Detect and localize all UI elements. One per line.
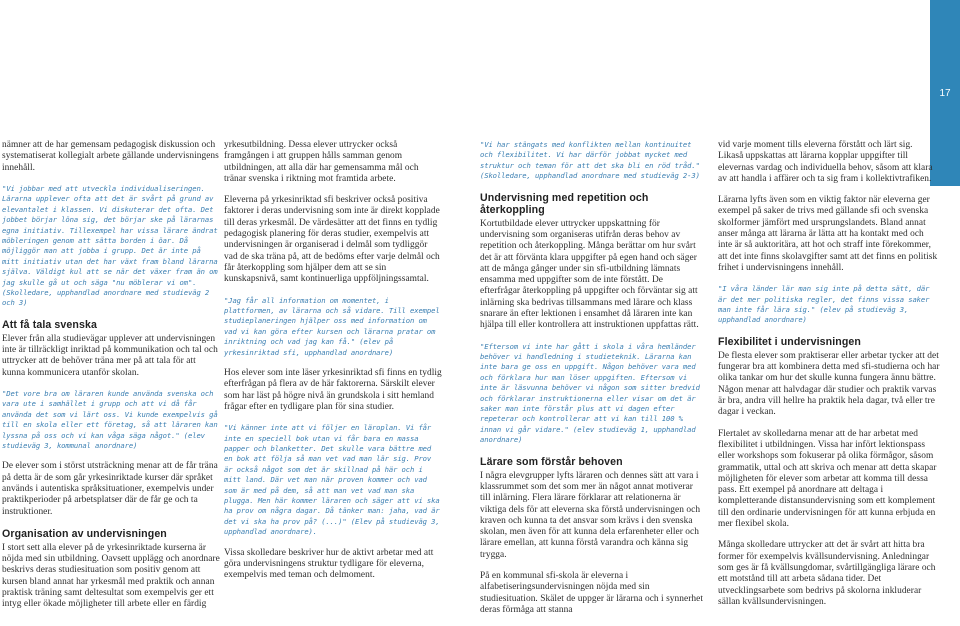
paragraph: vid varje moment tills eleverna förstått och lärt sig. Likaså uppskattas att lärarna kopplar uppgifter till elevernas vardag och individuella behov, såsom att klara av att handla i affärer och ta sig fram i kollektivtrafiken. bbox=[718, 140, 933, 184]
paragraph: Kortutbildade elever uttrycker uppskattning för undervisning som organiseras utifrån deras behov av repetition och återkoppling. Många berättar om hur svårt det är att förvänta klara uppgifter på egen hand och säger att de många gånger under sin sfi-utbildning lämnats ensamma med uppgifter som de inte förstått. De efterfrågar återkoppling på uppgifter och förväntar sig att inlärning ska bedrivas tillsammans med lärare och klass snarare än efter lektionen i ensamhet då läraren inte kan hjälpa till eller kontrollera att instruktionen uppfattas rätt. bbox=[480, 218, 699, 331]
column-4 bbox=[718, 140, 940, 618]
quote: "Det vore bra om läraren kunde använda svenska och vara ute i samhället i grupp och att vi då får använda det som vi lärt oss. Vi kunde exempelvis gå till en skola eller ett företag, så att läraren kan lyssna på oss och vi kan våga säga något." (elev studieväg 3, kommunal anordnare) bbox=[2, 388, 218, 450]
paragraph: Flertalet av skolledarna menar att de har arbetat med flexibilitet i utbildningen. Vissa har infört lektionspass eller workshops som fokuserar på olika förmågor, såsom grammatik, uttal och att skriva och menar att detta skapar möjligheten för elever som arbetar att komma till dessa pass. Ett exempel på anordnare att deltaga i kompletterande distansundervisning som ett komplement till den ordinarie undervisningen för att kunna erbjuda en mer flexibel skola. bbox=[718, 428, 937, 530]
paragraph: yrkesutbildning. Dessa elever uttrycker också framgången i att gruppen hålls samman genom utbildningen, att alla där har gemensamma mål och tränar svenska i riktning mot framtida arbete. bbox=[224, 140, 419, 184]
column-2 bbox=[224, 140, 442, 592]
paragraph: Eleverna på yrkesinriktad sfi beskriver också positiva faktorer i deras undervisning som inte är direkt kopplade till deras yrkesmål. De värdesätter att det finns en tydlig pedagogisk planering för deras studier, exempelvis att undervisningen är organiserad i delmål som tydliggör vad de ska träna på, att de bedöms efter varje delmål och får återkoppling som hjälper dem att se sin kunskapsnivå, samt kontinuerliga uppföljningssamtal. bbox=[224, 195, 440, 285]
paragraph: De flesta elever som praktiserar eller arbetar tycker att det fungerar bra att kombinera detta med sfi-studierna och har olika tankar om hur det skulle kunna fungera ännu bättre. Någon menar att halvdagar där studier och praktik varvas är bra, andra vill hellre ha praktik hela dagar, två eller tre dagar i veckan. bbox=[718, 350, 940, 418]
paragraph: Elever från alla studievägar upplever att undervisningen inte är tillräckligt inriktad på kommunikation och tal och uttrycker att de behöver träna mer på att tala för att kunna kommunicera utanför skolan. bbox=[2, 333, 218, 378]
paragraph: I några elevgrupper lyfts läraren och dennes sätt att vara i klassrummet som det som mer än något annat motiverar till inlärning. Flera lärare förklarar att relationerna är viktiga dels för att eleverna ska förstå undervisningen och kraven och kunna ta det ansvar som krävs i den svenska skolan, men även för att kunna dela erfarenheter eller och lärare emellan, att kunna förstå varandra och känna sig trygga. bbox=[480, 470, 701, 560]
paragraph: Många skolledare uttrycker att det är svårt att hitta bra former för exempelvis kvällsundervisning. Anledningar som ges är få kvällsungdomar, svårtillgängliga lärare och ett motstånd till att arbeta sådana tider. Det utvecklingsarbete som bedrivs på skolorna inkluderar sällan kvällsundervisningen. bbox=[718, 540, 936, 607]
section-heading: Undervisning med repetition och återkoppling bbox=[480, 191, 649, 216]
quote: "Vi jobbar med att utveckla individualiseringen. Lärarna upplever ofta att det är svårt på grund av elevantalet i klassen. Vi diskuterar det ofta. Det jobbet börjar löna sig, det börjar ske på lärarnas egna initiativ. Tillexempel har vissa lärare ändrat möbleringen genom att sätta borden i öar. Då möjliggör man att jobba i grupp. Det är inte på mitt initiativ utan det har växt fram bland lärarna själva. Väldigt kul att se när det växer fram än om jag skulle gå ut och säga "nu möblerar vi om". (Skolledare, upphandlad anordnare med studieväg 2 och 3) bbox=[2, 183, 218, 308]
quote: "Eftersom vi inte har gått i skola i våra hemländer behöver vi handledning i studieteknik. Lärarna kan inte bara ge oss en uppgift. Någon behöver vara med och förklara hur man löser uppgiften. Eftersom vi inte är läsvunna behöver vi någon som sitter bredvid och förklarar instruktionerna eller visar om det är saker man inte förstår plus att vi dagen efter repeterar och kontrollerar att vi kan till 100 % innan vi går vidare." (elev studieväg 1, upphandlad anordnare) bbox=[480, 341, 700, 445]
quote: "Vi känner inte att vi följer en läroplan. Vi får inte en speciell bok utan vi får bara en massa papper och blanketter. Det skulle vara bättre med en bok att följa så man vet vad man lär sig. Prov är också något som det är skillnad på här och i mitt land. Där vet man när proven kommer och vad som är med på dem, så att man vet vad man ska plugga. Men här kommer läraren och säger att vi ska ha prov om några dagar. Då tänker man: jaha, vad är det vi ska ha prov på? (...)" (Elev på studieväg 3, upphandlad anordnare). bbox=[224, 423, 440, 537]
quote: "I våra länder lär man sig inte på detta sätt, där är det mer politiska regler, det finns vissa saker man inte får lära sig." (elev på studieväg 3, upphandlad anordnare) bbox=[718, 284, 930, 325]
paragraph: Lärarna lyfts även som en viktig faktor när eleverna ger exempel på saker de trivs med gällande sfi och svenska skolformer jämfört med ursprungslandets. Bland annat anser många att lärarna är lätta att ha kontakt med och inte är så auktoritära, att hot och straff inte förekommer, att det inte finns skolavgifter samt att det finns en politisk frihet i undervisningens innehåll. bbox=[718, 195, 938, 273]
section-heading: Flexibilitet i undervisningen bbox=[718, 335, 861, 348]
quote: "Vi har stängats med konflikten mellan kontinuitet och flexibilitet. Vi har därför jobbat mycket med struktur och teman för att det ska bli en röd tråd." (Skolledare, upphandlad anordnare med studieväg 2-3) bbox=[480, 140, 700, 181]
paragraph: Hos elever som inte läser yrkesinriktad sfi finns en tydlig efterfrågan på flera av de här faktorerna. Särskilt elever som har läst på högre nivå än grundskola i sitt hemland frågar efter en tydligare plan för sina studier. bbox=[224, 368, 442, 412]
section-heading: Lärare som förstår behoven bbox=[480, 455, 623, 468]
paragraph: På en kommunal sfi-skola är eleverna i alfabetiseringsundervisningen nöjda med sin studiesituation. Skälet de uppger är lärarna och i synnerhet deras förmåga att stanna bbox=[480, 571, 703, 615]
section-heading: Att få tala svenska bbox=[2, 318, 97, 331]
column-1 bbox=[2, 140, 220, 621]
quote: "Jag får all information om momentet, i plattformen, av lärarna och så vidare. Till exempel studieplaneringen hjälper oss med information om vad vi kan göra efter kursen och lärarna pratar om inriktning och vad jag kan få." (elev på yrkesinriktad sfi, upphandlad anordnare) bbox=[224, 295, 440, 357]
column-3 bbox=[480, 140, 703, 626]
paragraph: I stort sett alla elever på de yrkesinriktade kurserna är nöjda med sin utbildning. Oavsett upplägg och anordnare beskrivs deras studiesituation som positiv genom att kursen bland annat har yrkesmål med praktik och annan praktisk träning samt deltesultat som exempelvis ger ett intyg eller ökade möjligheter till arbete eller en färdig bbox=[2, 542, 220, 610]
page-number: 17 bbox=[939, 88, 951, 99]
paragraph: De elever som i störst utsträckning menar att de får träna på detta är de som går yrkesinriktade kurser där språket används i autentiska språksituationer, exempelvis under praktikperioder på arbetsplatser där de får ge och ta instruktioner. bbox=[2, 461, 218, 517]
paragraph: Vissa skolledare beskriver hur de aktivt arbetar med att göra undervisningens struktur tydligare för eleverna, exempelvis med teman och delmoment. bbox=[224, 547, 434, 581]
paragraph: nämner att de har gemensam pedagogisk diskussion och systematiserat kollegialt arbete gällande undervisningens innehåll. bbox=[2, 140, 219, 173]
section-heading: Organisation av undervisningen bbox=[2, 527, 167, 540]
